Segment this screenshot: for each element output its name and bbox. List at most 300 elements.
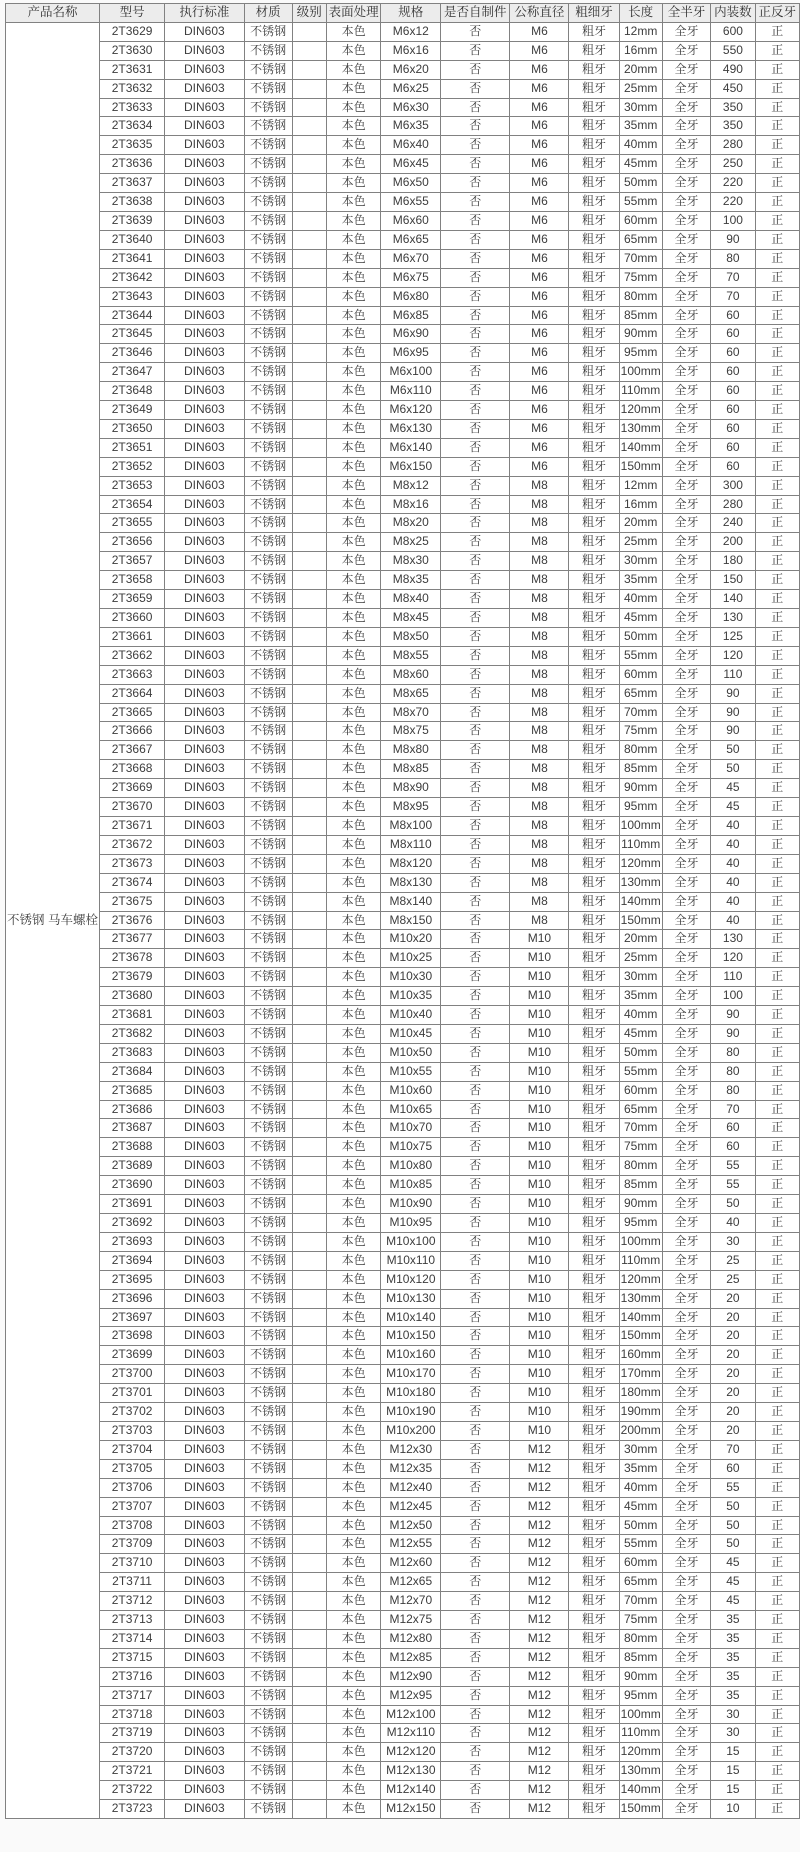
cell-nominal-diameter: M10: [510, 1327, 569, 1346]
table-row: [6, 211, 800, 230]
cell-grade: [292, 98, 326, 117]
cell-model: 2T3659: [99, 590, 164, 609]
table-row: [6, 949, 800, 968]
cell-nominal-diameter: M10: [510, 968, 569, 987]
cell-grade: [292, 363, 326, 382]
cell-standard: DIN603: [165, 1497, 244, 1516]
cell-standard: DIN603: [165, 949, 244, 968]
cell-pack-qty: 35: [711, 1686, 755, 1705]
cell-full-half-thread: 全牙: [662, 495, 711, 514]
cell-self-made: 否: [441, 533, 510, 552]
cell-thread-direction: 正: [755, 1535, 799, 1554]
cell-thread-direction: 正: [755, 1478, 799, 1497]
cell-grade: [292, 835, 326, 854]
cell-model: 2T3718: [99, 1705, 164, 1724]
cell-length: 95mm: [619, 1686, 662, 1705]
cell-full-half-thread: 全牙: [662, 363, 711, 382]
cell-pack-qty: 60: [711, 325, 755, 344]
table-row: [6, 987, 800, 1006]
cell-model: 2T3716: [99, 1667, 164, 1686]
cell-thread-direction: 正: [755, 211, 799, 230]
cell-model: 2T3665: [99, 703, 164, 722]
cell-material: 不锈钢: [244, 136, 292, 155]
cell-material: 不锈钢: [244, 1705, 292, 1724]
column-header-thread-pitch: 粗细牙: [569, 4, 619, 23]
cell-nominal-diameter: M8: [510, 552, 569, 571]
cell-thread-pitch: 粗牙: [569, 193, 619, 212]
cell-thread-direction: 正: [755, 760, 799, 779]
table-row: [6, 1327, 800, 1346]
cell-material: 不锈钢: [244, 344, 292, 363]
cell-pack-qty: 150: [711, 571, 755, 590]
cell-standard: DIN603: [165, 987, 244, 1006]
cell-self-made: 否: [441, 949, 510, 968]
cell-thread-pitch: 粗牙: [569, 1554, 619, 1573]
column-header-grade: 级别: [292, 4, 326, 23]
cell-material: 不锈钢: [244, 211, 292, 230]
cell-spec: M8x12: [381, 476, 441, 495]
cell-standard: DIN603: [165, 779, 244, 798]
table-row: [6, 495, 800, 514]
cell-material: 不锈钢: [244, 949, 292, 968]
cell-length: 90mm: [619, 1667, 662, 1686]
cell-thread-pitch: 粗牙: [569, 1459, 619, 1478]
cell-model: 2T3688: [99, 1138, 164, 1157]
cell-pack-qty: 90: [711, 1024, 755, 1043]
cell-length: 60mm: [619, 665, 662, 684]
cell-model: 2T3684: [99, 1062, 164, 1081]
cell-standard: DIN603: [165, 382, 244, 401]
cell-standard: DIN603: [165, 684, 244, 703]
cell-thread-direction: 正: [755, 1232, 799, 1251]
cell-self-made: 否: [441, 1497, 510, 1516]
cell-grade: [292, 1535, 326, 1554]
cell-material: 不锈钢: [244, 1251, 292, 1270]
cell-thread-direction: 正: [755, 1327, 799, 1346]
cell-material: 不锈钢: [244, 1327, 292, 1346]
cell-full-half-thread: 全牙: [662, 1573, 711, 1592]
cell-self-made: 否: [441, 798, 510, 817]
cell-full-half-thread: 全牙: [662, 835, 711, 854]
cell-nominal-diameter: M6: [510, 79, 569, 98]
cell-surface-finish: 本色: [326, 1403, 381, 1422]
cell-material: 不锈钢: [244, 1308, 292, 1327]
cell-thread-direction: 正: [755, 1648, 799, 1667]
cell-model: 2T3695: [99, 1270, 164, 1289]
cell-self-made: 否: [441, 344, 510, 363]
cell-self-made: 否: [441, 60, 510, 79]
cell-material: 不锈钢: [244, 854, 292, 873]
cell-surface-finish: 本色: [326, 873, 381, 892]
cell-model: 2T3693: [99, 1232, 164, 1251]
cell-surface-finish: 本色: [326, 1006, 381, 1025]
cell-full-half-thread: 全牙: [662, 1119, 711, 1138]
cell-pack-qty: 45: [711, 1554, 755, 1573]
cell-grade: [292, 1062, 326, 1081]
cell-grade: [292, 1365, 326, 1384]
cell-thread-pitch: 粗牙: [569, 816, 619, 835]
cell-spec: M12x100: [381, 1705, 441, 1724]
cell-full-half-thread: 全牙: [662, 1043, 711, 1062]
cell-model: 2T3657: [99, 552, 164, 571]
cell-nominal-diameter: M8: [510, 760, 569, 779]
cell-model: 2T3696: [99, 1289, 164, 1308]
cell-thread-direction: 正: [755, 193, 799, 212]
cell-nominal-diameter: M10: [510, 1043, 569, 1062]
cell-thread-direction: 正: [755, 230, 799, 249]
cell-nominal-diameter: M12: [510, 1800, 569, 1819]
cell-length: 65mm: [619, 684, 662, 703]
cell-self-made: 否: [441, 1648, 510, 1667]
cell-thread-direction: 正: [755, 1195, 799, 1214]
cell-spec: M6x55: [381, 193, 441, 212]
cell-length: 110mm: [619, 1724, 662, 1743]
cell-thread-pitch: 粗牙: [569, 230, 619, 249]
cell-thread-direction: 正: [755, 1403, 799, 1422]
cell-grade: [292, 1138, 326, 1157]
cell-thread-pitch: 粗牙: [569, 987, 619, 1006]
cell-nominal-diameter: M6: [510, 287, 569, 306]
cell-self-made: 否: [441, 1119, 510, 1138]
cell-pack-qty: 100: [711, 987, 755, 1006]
cell-spec: M12x80: [381, 1629, 441, 1648]
cell-surface-finish: 本色: [326, 1800, 381, 1819]
cell-material: 不锈钢: [244, 1554, 292, 1573]
table-row: [6, 401, 800, 420]
cell-full-half-thread: 全牙: [662, 571, 711, 590]
cell-spec: M8x70: [381, 703, 441, 722]
cell-thread-pitch: 粗牙: [569, 1138, 619, 1157]
cell-full-half-thread: 全牙: [662, 590, 711, 609]
cell-thread-pitch: 粗牙: [569, 155, 619, 174]
cell-full-half-thread: 全牙: [662, 514, 711, 533]
cell-length: 30mm: [619, 968, 662, 987]
cell-model: 2T3698: [99, 1327, 164, 1346]
cell-material: 不锈钢: [244, 1365, 292, 1384]
cell-spec: M8x40: [381, 590, 441, 609]
cell-surface-finish: 本色: [326, 1138, 381, 1157]
cell-nominal-diameter: M12: [510, 1459, 569, 1478]
cell-standard: DIN603: [165, 1667, 244, 1686]
cell-spec: M12x50: [381, 1516, 441, 1535]
cell-material: 不锈钢: [244, 609, 292, 628]
cell-nominal-diameter: M6: [510, 136, 569, 155]
cell-thread-pitch: 粗牙: [569, 1289, 619, 1308]
cell-pack-qty: 50: [711, 760, 755, 779]
cell-material: 不锈钢: [244, 1421, 292, 1440]
cell-standard: DIN603: [165, 230, 244, 249]
table-row: [6, 627, 800, 646]
cell-standard: DIN603: [165, 193, 244, 212]
cell-grade: [292, 249, 326, 268]
table-row: [6, 1024, 800, 1043]
cell-full-half-thread: 全牙: [662, 779, 711, 798]
cell-pack-qty: 45: [711, 1592, 755, 1611]
cell-standard: DIN603: [165, 968, 244, 987]
cell-surface-finish: 本色: [326, 1459, 381, 1478]
cell-spec: M8x95: [381, 798, 441, 817]
cell-pack-qty: 90: [711, 703, 755, 722]
cell-thread-pitch: 粗牙: [569, 703, 619, 722]
cell-standard: DIN603: [165, 514, 244, 533]
cell-full-half-thread: 全牙: [662, 344, 711, 363]
table-row: [6, 325, 800, 344]
cell-pack-qty: 50: [711, 1516, 755, 1535]
cell-pack-qty: 60: [711, 363, 755, 382]
cell-material: 不锈钢: [244, 1062, 292, 1081]
cell-full-half-thread: 全牙: [662, 1403, 711, 1422]
cell-nominal-diameter: M10: [510, 1365, 569, 1384]
cell-length: 12mm: [619, 476, 662, 495]
cell-standard: DIN603: [165, 1573, 244, 1592]
cell-thread-direction: 正: [755, 722, 799, 741]
cell-length: 50mm: [619, 1043, 662, 1062]
cell-length: 90mm: [619, 779, 662, 798]
cell-surface-finish: 本色: [326, 155, 381, 174]
cell-nominal-diameter: M8: [510, 609, 569, 628]
cell-nominal-diameter: M10: [510, 1062, 569, 1081]
cell-model: 2T3639: [99, 211, 164, 230]
cell-surface-finish: 本色: [326, 193, 381, 212]
cell-surface-finish: 本色: [326, 779, 381, 798]
cell-grade: [292, 1195, 326, 1214]
cell-model: 2T3667: [99, 741, 164, 760]
table-row: [6, 193, 800, 212]
cell-spec: M12x70: [381, 1592, 441, 1611]
cell-full-half-thread: 全牙: [662, 987, 711, 1006]
cell-model: 2T3681: [99, 1006, 164, 1025]
cell-self-made: 否: [441, 382, 510, 401]
cell-length: 30mm: [619, 1440, 662, 1459]
cell-grade: [292, 155, 326, 174]
cell-thread-direction: 正: [755, 136, 799, 155]
cell-full-half-thread: 全牙: [662, 60, 711, 79]
cell-grade: [292, 1119, 326, 1138]
cell-surface-finish: 本色: [326, 1024, 381, 1043]
cell-length: 130mm: [619, 1289, 662, 1308]
cell-material: 不锈钢: [244, 22, 292, 41]
cell-grade: [292, 854, 326, 873]
cell-surface-finish: 本色: [326, 968, 381, 987]
cell-length: 150mm: [619, 1327, 662, 1346]
cell-spec: M6x75: [381, 268, 441, 287]
cell-length: 35mm: [619, 571, 662, 590]
cell-thread-direction: 正: [755, 741, 799, 760]
column-header-thread-direction: 正反牙: [755, 4, 799, 23]
cell-thread-pitch: 粗牙: [569, 1308, 619, 1327]
cell-material: 不锈钢: [244, 1686, 292, 1705]
cell-pack-qty: 70: [711, 1100, 755, 1119]
cell-surface-finish: 本色: [326, 1421, 381, 1440]
cell-spec: M8x75: [381, 722, 441, 741]
cell-length: 130mm: [619, 1762, 662, 1781]
cell-material: 不锈钢: [244, 41, 292, 60]
cell-self-made: 否: [441, 1062, 510, 1081]
cell-grade: [292, 22, 326, 41]
cell-self-made: 否: [441, 1403, 510, 1422]
cell-spec: M10x25: [381, 949, 441, 968]
cell-model: 2T3711: [99, 1573, 164, 1592]
cell-thread-pitch: 粗牙: [569, 363, 619, 382]
cell-spec: M8x100: [381, 816, 441, 835]
cell-thread-pitch: 粗牙: [569, 1081, 619, 1100]
cell-nominal-diameter: M6: [510, 193, 569, 212]
cell-thread-direction: 正: [755, 835, 799, 854]
cell-model: 2T3721: [99, 1762, 164, 1781]
cell-model: 2T3632: [99, 79, 164, 98]
cell-full-half-thread: 全牙: [662, 1006, 711, 1025]
cell-nominal-diameter: M6: [510, 174, 569, 193]
cell-self-made: 否: [441, 1743, 510, 1762]
cell-material: 不锈钢: [244, 117, 292, 136]
cell-standard: DIN603: [165, 363, 244, 382]
cell-self-made: 否: [441, 1100, 510, 1119]
cell-pack-qty: 70: [711, 1440, 755, 1459]
cell-model: 2T3640: [99, 230, 164, 249]
cell-thread-pitch: 粗牙: [569, 968, 619, 987]
table-row: [6, 609, 800, 628]
cell-self-made: 否: [441, 1554, 510, 1573]
cell-material: 不锈钢: [244, 1403, 292, 1422]
cell-spec: M10x80: [381, 1157, 441, 1176]
cell-spec: M12x85: [381, 1648, 441, 1667]
cell-surface-finish: 本色: [326, 987, 381, 1006]
cell-spec: M12x95: [381, 1686, 441, 1705]
cell-grade: [292, 60, 326, 79]
cell-full-half-thread: 全牙: [662, 949, 711, 968]
cell-material: 不锈钢: [244, 476, 292, 495]
cell-thread-direction: 正: [755, 155, 799, 174]
cell-thread-direction: 正: [755, 1289, 799, 1308]
cell-grade: [292, 1403, 326, 1422]
cell-self-made: 否: [441, 1308, 510, 1327]
cell-standard: DIN603: [165, 1308, 244, 1327]
cell-full-half-thread: 全牙: [662, 816, 711, 835]
cell-thread-direction: 正: [755, 1440, 799, 1459]
cell-standard: DIN603: [165, 1176, 244, 1195]
cell-thread-direction: 正: [755, 1346, 799, 1365]
table-row: [6, 571, 800, 590]
cell-thread-direction: 正: [755, 1497, 799, 1516]
cell-grade: [292, 401, 326, 420]
cell-self-made: 否: [441, 41, 510, 60]
cell-thread-direction: 正: [755, 514, 799, 533]
cell-standard: DIN603: [165, 41, 244, 60]
cell-length: 40mm: [619, 1006, 662, 1025]
cell-thread-pitch: 粗牙: [569, 287, 619, 306]
cell-spec: M10x190: [381, 1403, 441, 1422]
cell-grade: [292, 495, 326, 514]
cell-grade: [292, 1232, 326, 1251]
cell-length: 120mm: [619, 854, 662, 873]
cell-length: 200mm: [619, 1421, 662, 1440]
cell-standard: DIN603: [165, 1516, 244, 1535]
cell-thread-direction: 正: [755, 590, 799, 609]
cell-full-half-thread: 全牙: [662, 1289, 711, 1308]
table-row: [6, 514, 800, 533]
cell-spec: M10x55: [381, 1062, 441, 1081]
cell-pack-qty: 550: [711, 41, 755, 60]
cell-standard: DIN603: [165, 798, 244, 817]
cell-length: 40mm: [619, 136, 662, 155]
cell-pack-qty: 220: [711, 174, 755, 193]
cell-material: 不锈钢: [244, 552, 292, 571]
cell-spec: M8x90: [381, 779, 441, 798]
cell-standard: DIN603: [165, 155, 244, 174]
cell-full-half-thread: 全牙: [662, 193, 711, 212]
cell-pack-qty: 200: [711, 533, 755, 552]
cell-model: 2T3712: [99, 1592, 164, 1611]
cell-nominal-diameter: M10: [510, 1195, 569, 1214]
cell-grade: [292, 1421, 326, 1440]
cell-pack-qty: 60: [711, 1459, 755, 1478]
cell-spec: M12x110: [381, 1724, 441, 1743]
cell-length: 190mm: [619, 1403, 662, 1422]
cell-thread-pitch: 粗牙: [569, 590, 619, 609]
cell-full-half-thread: 全牙: [662, 79, 711, 98]
cell-thread-pitch: 粗牙: [569, 22, 619, 41]
cell-full-half-thread: 全牙: [662, 646, 711, 665]
cell-length: 90mm: [619, 1195, 662, 1214]
cell-thread-pitch: 粗牙: [569, 136, 619, 155]
cell-surface-finish: 本色: [326, 684, 381, 703]
cell-length: 130mm: [619, 873, 662, 892]
cell-nominal-diameter: M10: [510, 930, 569, 949]
cell-spec: M12x120: [381, 1743, 441, 1762]
cell-spec: M12x130: [381, 1762, 441, 1781]
cell-model: 2T3633: [99, 98, 164, 117]
cell-pack-qty: 40: [711, 873, 755, 892]
cell-material: 不锈钢: [244, 174, 292, 193]
table-row: [6, 79, 800, 98]
cell-thread-direction: 正: [755, 344, 799, 363]
cell-thread-direction: 正: [755, 1592, 799, 1611]
cell-surface-finish: 本色: [326, 816, 381, 835]
cell-material: 不锈钢: [244, 665, 292, 684]
column-header-material: 材质: [244, 4, 292, 23]
cell-surface-finish: 本色: [326, 1346, 381, 1365]
cell-standard: DIN603: [165, 325, 244, 344]
table-row: [6, 646, 800, 665]
cell-thread-direction: 正: [755, 1724, 799, 1743]
cell-standard: DIN603: [165, 1195, 244, 1214]
cell-standard: DIN603: [165, 1686, 244, 1705]
cell-grade: [292, 798, 326, 817]
cell-model: 2T3672: [99, 835, 164, 854]
cell-thread-pitch: 粗牙: [569, 1573, 619, 1592]
cell-model: 2T3669: [99, 779, 164, 798]
cell-surface-finish: 本色: [326, 1516, 381, 1535]
cell-model: 2T3655: [99, 514, 164, 533]
cell-self-made: 否: [441, 438, 510, 457]
cell-thread-pitch: 粗牙: [569, 1743, 619, 1762]
cell-standard: DIN603: [165, 136, 244, 155]
cell-nominal-diameter: M10: [510, 1006, 569, 1025]
cell-thread-direction: 正: [755, 798, 799, 817]
cell-nominal-diameter: M6: [510, 268, 569, 287]
cell-thread-pitch: 粗牙: [569, 1195, 619, 1214]
cell-thread-direction: 正: [755, 1024, 799, 1043]
cell-length: 25mm: [619, 949, 662, 968]
cell-self-made: 否: [441, 1535, 510, 1554]
cell-grade: [292, 1214, 326, 1233]
cell-self-made: 否: [441, 722, 510, 741]
cell-length: 140mm: [619, 1308, 662, 1327]
cell-self-made: 否: [441, 590, 510, 609]
cell-spec: M12x35: [381, 1459, 441, 1478]
cell-pack-qty: 45: [711, 779, 755, 798]
table-row: [6, 1629, 800, 1648]
